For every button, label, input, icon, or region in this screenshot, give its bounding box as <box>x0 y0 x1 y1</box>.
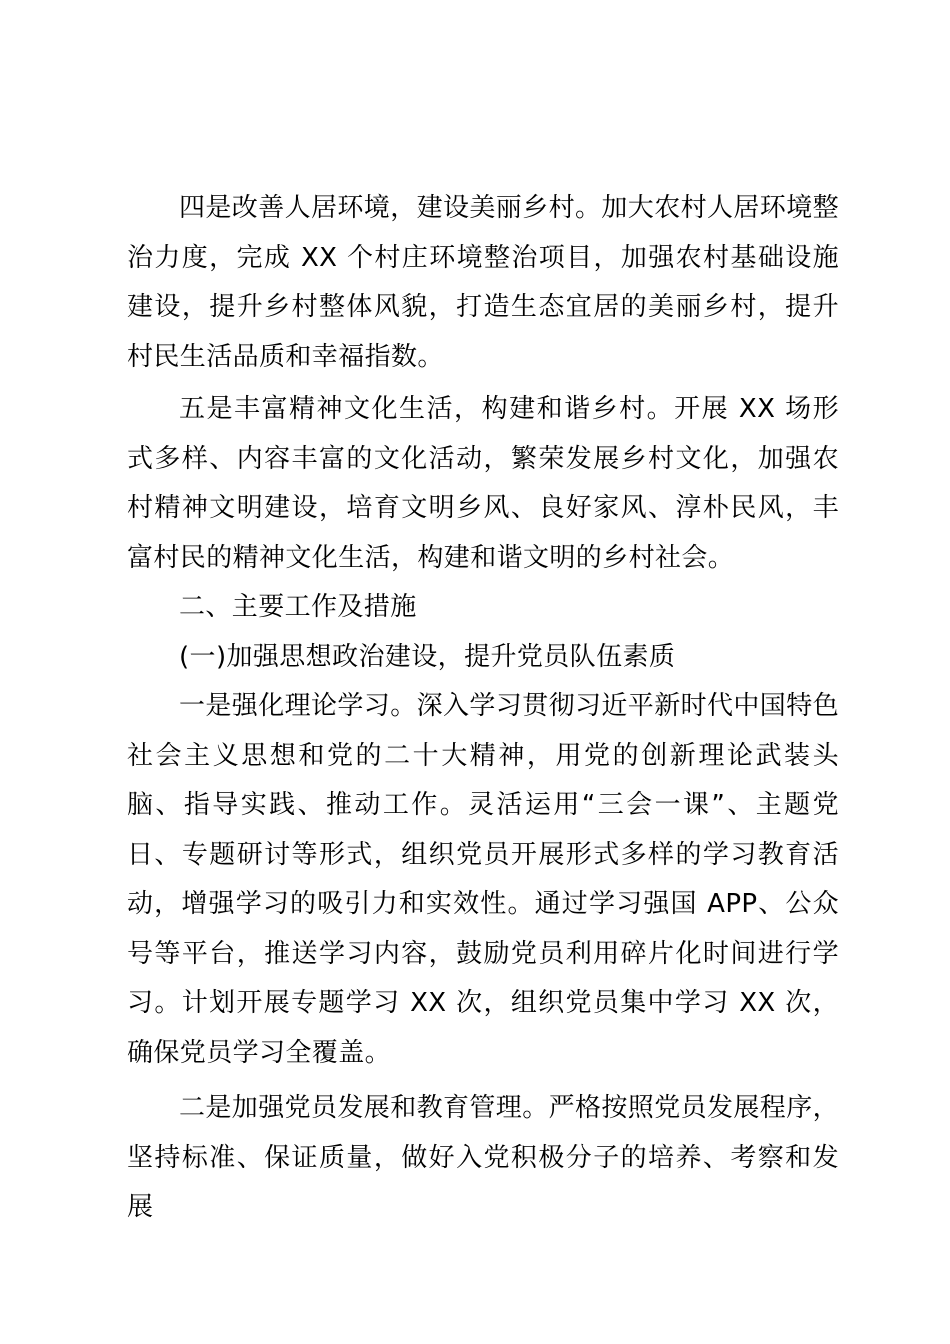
subsection-heading-ideological-building: (一)加强思想政治建设，提升党员队伍素质 <box>179 641 676 672</box>
section-heading-main-work: 二、主要工作及措施 <box>179 592 417 622</box>
paragraph-theory-study: 一是强化理论学习。深入学习贯彻习近平新时代中国特色社会主义思想和党的二十大精神，用党的创新理论武装头脑、指导实践、推动工作。灵活运用“三会一课”、主题党日、专题研讨等形式，组织党员开展形式多样的学习教育活动，增强学习的吸引力和实效性。通过学习强国 APP、公众号等平台，推送学习内容，鼓励党员利用碎片化时间进行学习。计划开展专题学习 XX 次，组织党员集中学习 XX 次，确保党员学习全覆盖。 <box>127 691 840 1068</box>
document-body <box>127 184 839 1233</box>
paragraph-member-development: 二是加强党员发展和教育管理。严格按照党员发展程序，坚持标准、保证质量，做好入党积极分子的培养、考察和发展 <box>127 1093 840 1222</box>
paragraph-enrich-cultural-life: 五是丰富精神文化生活，构建和谐乡村。开展 XX 场形式多样、内容丰富的文化活动，繁荣发展乡村文化，加强农村精神文明建设，培育文明乡风、良好家风、淳朴民风，丰富村民的精神文化生活，构建和谐文明的乡村社会。 <box>127 394 839 573</box>
paragraph-improve-living-environment: 四是改善人居环境，建设美丽乡村。加大农村人居环境整治力度，完成 XX 个村庄环境整治项目，加强农村基础设施建设，提升乡村整体风貌，打造生态宜居的美丽乡村，提升村民生活品质和幸福指数。 <box>127 193 840 372</box>
